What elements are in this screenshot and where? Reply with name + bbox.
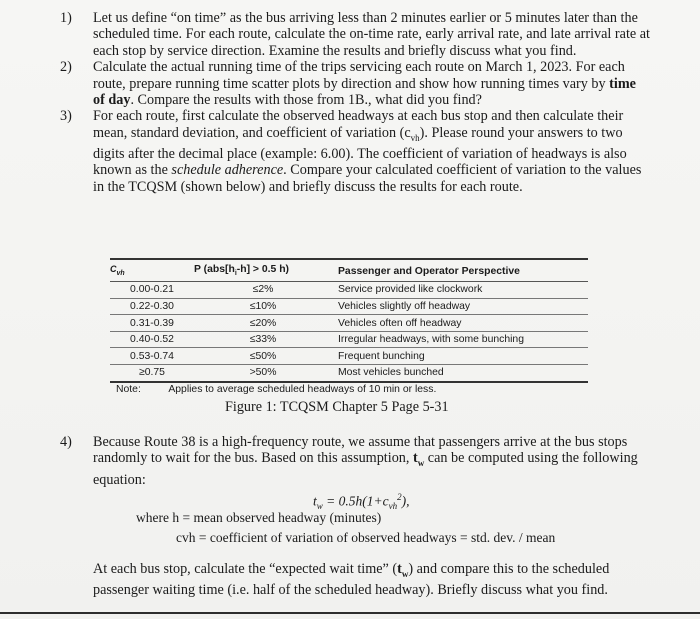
cell-perspective: Service provided like clockwork [332, 282, 588, 299]
page-bottom-rule [0, 612, 700, 614]
task-4-closing: At each bus stop, calculate the “expected wait time” $(t_w)$ and compare this to the scheduled passenger waiting time (i.e. half of the scheduled headway). Briefly discuss what you find. [93, 561, 610, 599]
bold-phrase: time of day [93, 75, 636, 109]
tcqsm-table [110, 258, 588, 383]
cell-cvh: 0.31-0.39 [110, 315, 194, 332]
cell-cvh: 0.22-0.30 [110, 298, 194, 315]
cell-probability: ≤2% [194, 282, 332, 299]
task-3 [60, 108, 650, 195]
table-row [110, 365, 588, 382]
cell-perspective: Vehicles often off headway [332, 315, 588, 332]
table-row [110, 298, 588, 315]
note-text: Applies to average scheduled headways of 10 min or less. [168, 384, 437, 395]
cell-probability: ≤50% [194, 348, 332, 365]
column-header-probability: P ($abs[h_i-h] > 0.5$ h) [194, 259, 332, 282]
cell-perspective: Irregular headways, with some bunching [332, 331, 588, 348]
column-header-perspective: Passenger and Operator Perspective [332, 259, 588, 282]
cell-cvh: 0.53-0.74 [110, 348, 194, 365]
equation-where-h: where h = mean observed headway (minutes) [136, 510, 382, 525]
italic-phrase: schedule adherence [171, 162, 284, 179]
task-4 [60, 434, 683, 488]
note-label: Note: [116, 384, 141, 395]
task-text: Let us define “on time” as the bus arriving less than 2 minutes earlier or 5 minutes later than the scheduled time. For each route, calculate the on-time rate, early arrival rate, and late arrival rate at each stop by service direction. Examine the results and briefly discuss what you find. [93, 10, 650, 59]
table-row [110, 348, 588, 365]
table-note [116, 384, 436, 395]
wait-time-equation: $t_w = 0.5h(1+c_{vh}^2)$, [313, 492, 410, 512]
table-row [110, 315, 588, 332]
tw-symbol: $t_w$ [412, 450, 425, 469]
task-text: For each route, first calculate the observed headways at each bus stop and then calculate their mean, standard deviation, and coefficient of variation $(c_{vh})$. Please round your answers to two digits after the decimal place (example: 6.00). The coefficient of variation of headways is also known as the schedule adherence. Compare your calculated coefficient of variation to the values in the TCQSM (shown below) and briefly discuss the results for each route. [93, 108, 642, 195]
task-number: 2) [60, 59, 72, 76]
task-2 [60, 59, 650, 108]
cell-probability: >50% [194, 365, 332, 382]
task-list [60, 10, 650, 195]
cell-perspective: Most vehicles bunched [332, 365, 588, 382]
cell-cvh: ≥0.75 [110, 365, 194, 382]
task-number: 1) [60, 10, 72, 26]
column-header-cvh: $C_{vh}$ [110, 259, 194, 282]
equation-where-cvh: cvh = coefficient of variation of observed headways = std. dev. / mean [176, 530, 556, 545]
tw-symbol: $t_w$ [397, 561, 409, 579]
cell-probability: ≤20% [194, 315, 332, 332]
task-number: 3) [60, 108, 72, 125]
cell-cvh: 0.00-0.21 [110, 282, 194, 299]
task-number: 4) [60, 434, 72, 450]
table-header-row [110, 259, 588, 282]
task-text: Because Route 38 is a high-frequency route, we assume that passengers arrive at the bus stops randomly to wait for the bus. Based on this assumption, $t_w$ can be computed using the following equation: [93, 434, 638, 488]
cell-cvh: 0.40-0.52 [110, 331, 194, 348]
cell-probability: ≤10% [194, 298, 332, 315]
task-1 [60, 10, 650, 59]
figure-caption: Figure 1: TCQSM Chapter 5 Page 5-31 [225, 399, 449, 415]
cell-perspective: Frequent bunching [332, 348, 588, 365]
cell-probability: ≤33% [194, 331, 332, 348]
table-row [110, 282, 588, 299]
table-row [110, 331, 588, 348]
tcqsm-figure [110, 258, 588, 383]
cell-perspective: Vehicles slightly off headway [332, 298, 588, 315]
task-text: Calculate the actual running time of the trips servicing each route on March 1, 2023. For each route, prepare running time scatter plots by direction and show how running times vary by time of day. Compare the results with those from 1B., what did you find? [93, 59, 636, 109]
